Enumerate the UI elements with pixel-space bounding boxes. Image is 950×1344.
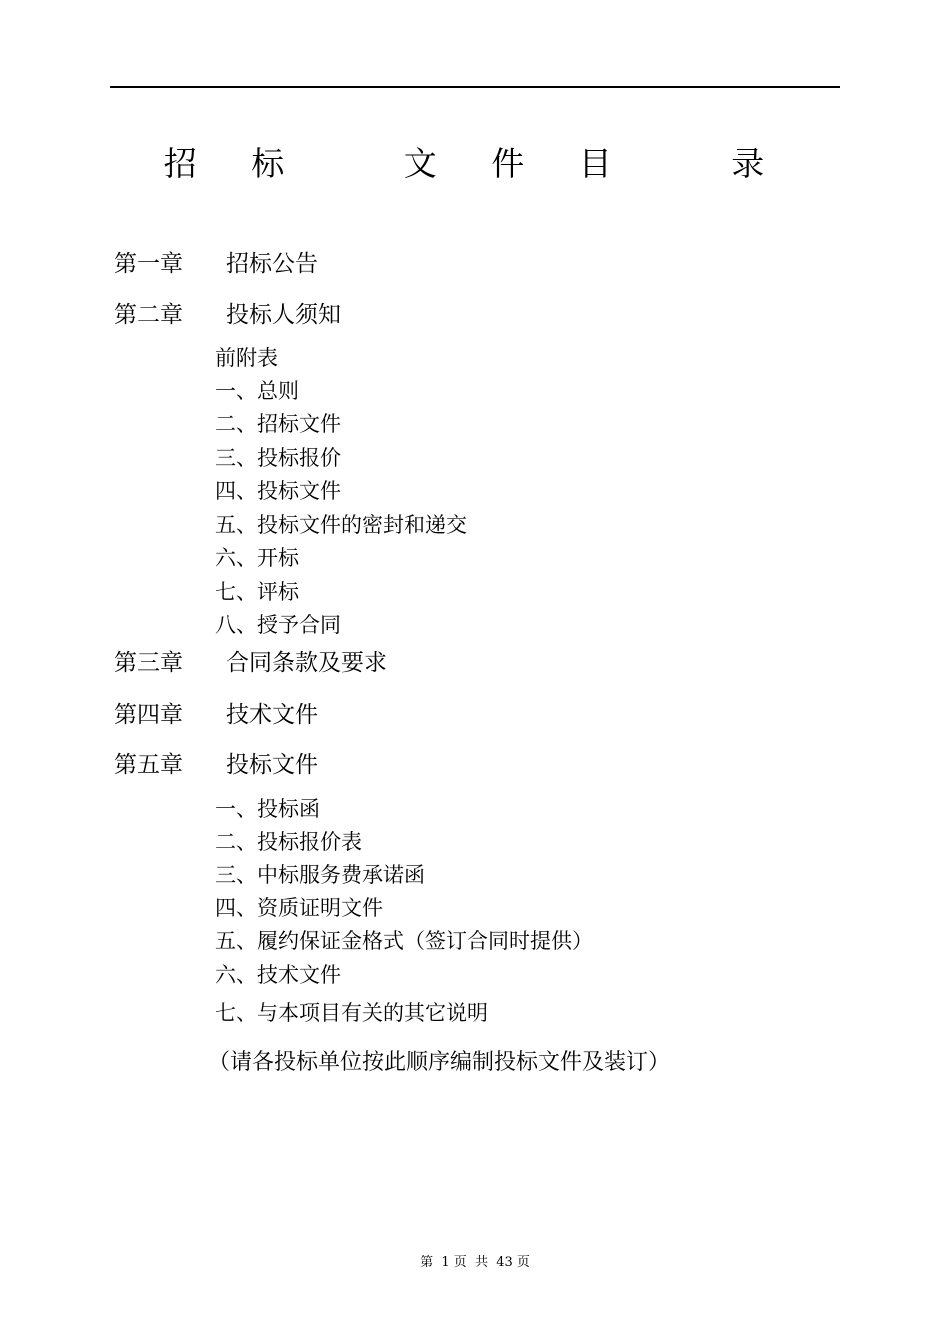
toc-sub-item: 一、投标函 <box>215 797 320 821</box>
chapter-5 <box>114 750 318 780</box>
toc-sub-item: 三、中标服务费承诺函 <box>215 863 425 887</box>
chapter-number: 第一章 <box>114 251 183 277</box>
toc-sub-item: 前附表 <box>215 346 278 370</box>
toc-sub-item: 一、总则 <box>215 379 299 403</box>
page-number-footer: 第 1 页 共 43 页 <box>420 1255 530 1270</box>
chapter-4 <box>114 700 318 730</box>
toc-sub-item: 五、履约保证金格式（签订合同时提供） <box>215 929 593 953</box>
chapter-title: 合同条款及要求 <box>226 650 387 676</box>
chapter-title: 投标人须知 <box>226 302 341 328</box>
toc-sub-item: 六、技术文件 <box>215 963 341 987</box>
toc-sub-item: 四、投标文件 <box>215 479 341 503</box>
chapter-number: 第五章 <box>114 752 183 778</box>
toc-sub-item: 七、评标 <box>215 580 299 604</box>
chapter-2 <box>114 300 341 330</box>
toc-sub-item: 六、开标 <box>215 546 299 570</box>
chapter-number: 第二章 <box>114 302 183 328</box>
toc-sub-item: 二、投标报价表 <box>215 830 362 854</box>
toc-sub-item: 三、投标报价 <box>215 446 341 470</box>
document-title: 招 标 文 件 目 录 <box>163 144 787 183</box>
binding-note: （请各投标单位按此顺序编制投标文件及装订） <box>208 1050 671 1075</box>
toc-sub-item: 五、投标文件的密封和递交 <box>215 513 467 537</box>
chapter-title: 技术文件 <box>226 702 318 728</box>
toc-sub-item: 二、招标文件 <box>215 412 341 436</box>
toc-sub-item: 四、资质证明文件 <box>215 896 383 920</box>
chapter-number: 第四章 <box>114 702 183 728</box>
toc-sub-item: 八、授予合同 <box>215 613 341 637</box>
chapter-title: 招标公告 <box>226 251 318 277</box>
chapter-title: 投标文件 <box>226 752 318 778</box>
chapter-1 <box>114 249 318 279</box>
header-rule <box>110 86 840 88</box>
toc-sub-item: 七、与本项目有关的其它说明 <box>215 1001 488 1025</box>
chapter-3 <box>114 648 387 678</box>
chapter-number: 第三章 <box>114 650 183 676</box>
